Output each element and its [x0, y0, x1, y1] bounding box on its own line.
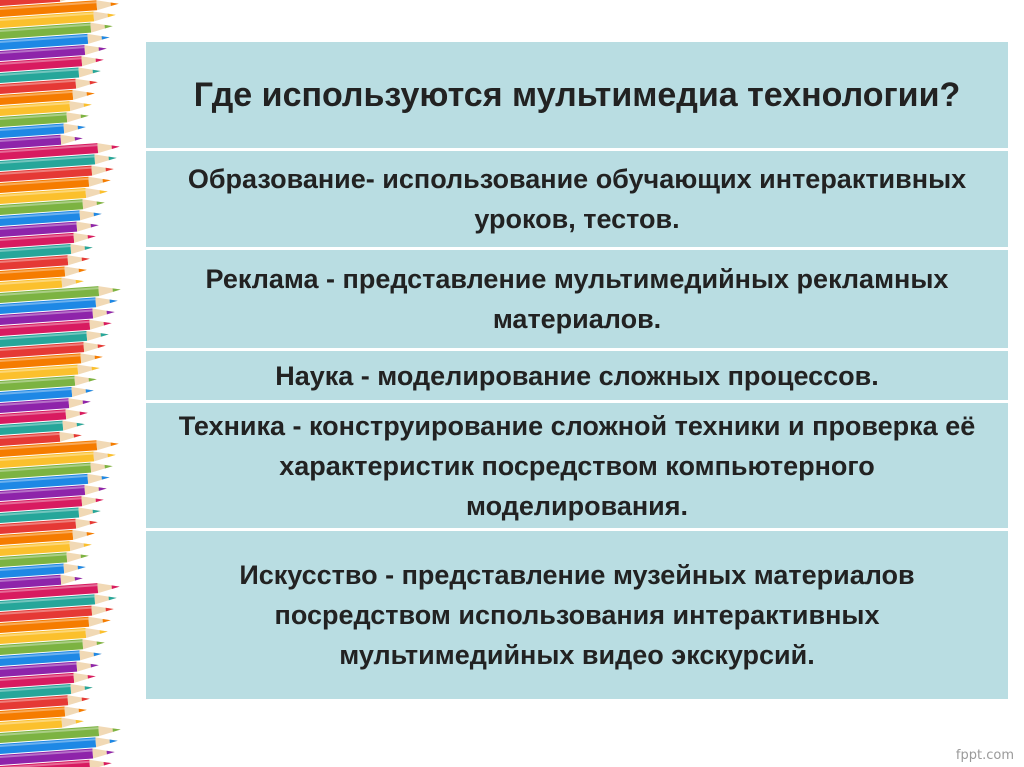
row-engineering: Техника - конструирование сложной техники и проверка её характеристик посредством компьютерного моделирования. [146, 403, 1008, 528]
row-advertising: Реклама - представление мультимедийных рекламных материалов. [146, 250, 1008, 348]
pencils-decoration [0, 0, 140, 767]
row-art: Искусство - представление музейных материалов посредством использования интерактивных мультимедийных видео экскурсий. [146, 531, 1008, 699]
row-education: Образование- использование обучающих интерактивных уроков, тестов. [146, 151, 1008, 247]
row-science: Наука - моделирование сложных процессов. [146, 351, 1008, 400]
watermark: fppt.com [955, 748, 1014, 763]
slide-table [146, 42, 1008, 699]
slide-title: Где используются мультимедиа технологии? [146, 42, 1008, 148]
